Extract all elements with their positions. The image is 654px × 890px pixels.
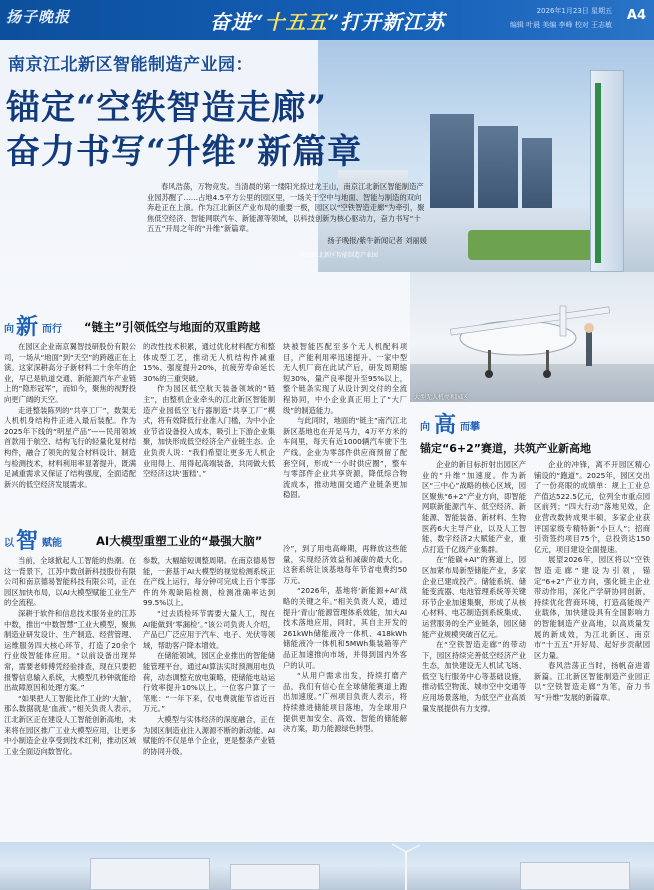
paragraph: 企业的冲锋，离不开园区精心铺设的“跑道”。2025年，园区交出了一份亮眼的成绩单：规上工业总产值达522.5亿元，位列全市重点园区前列；“四大行动”落地见效，企业营改数转成果丰硕，多家企业获评国家级专精特新“小巨人”；招商引资签约项目75个，总投资达150亿元，项目建设全面提速。: [534, 460, 650, 554]
paragraph: “如果把人工智能比作工业的‘大脑’，那么数据就是‘血液’。”相关负责人表示，江北新区正在建设人工智能创新高地，未来将在园区推广工业大模型应用，让更多中小制造企业享受到技术红利，推动区域工业全面迈向数智化。: [4, 693, 136, 756]
drone-photo: [410, 272, 654, 402]
issue-date: 2026年1月23日 星期五: [536, 7, 612, 15]
paragraph: 作为园区低空航天装备领域的“链主”，由整机企业牵头的江北新区智能制造产业园低空飞行器制造“共享工厂”模式，将有效降低行业准入门槛，为中小企业节省设备投入成本，吸引上下游企业集聚，加快形成低空经济全产业链生态。企业负责人说：“我们希望让更多无人机企业用得上、用得起高端装备，共同做大低空经济这块‘蛋糕’。”: [143, 384, 275, 479]
drone-illustration: [410, 272, 654, 402]
section1-column3: [283, 342, 407, 518]
headline-line2: 奋力书写“升维”新篇章: [6, 132, 363, 172]
paragraph: “过去质检环节需要大量人工，现在AI能做到‘零漏检’。”该公司负责人介绍，产品已广泛应用于汽车、电子、光伏等领域，帮助客户降本增效。: [143, 608, 275, 650]
paragraph: 与此同时，地面的“链主”南汽江北新区基地也在开足马力，4万平方米的车间里，每天有近1000辆汽车驶下生产线。企业为零部件供应商预留了配套空间，形成“一小时供应圈”，整车与零部件企业共享资源，降低综合物流成本，推动地面交通产业链条更加稳固。: [283, 416, 407, 500]
section3-suffix: 而攀: [460, 422, 480, 433]
section1-column1: [4, 342, 136, 518]
paragraph: 块被智能匹配至多个无人机配料项目，产能利用率迅速提升。一家中型无人机厂商在此试产后，研发周期缩短30%，量产良率提升至95%以上，整个链条实现了从设计到交付的全流程协同，中小企业真正用上了“大厂级”的制造能力。: [283, 342, 407, 415]
section3-column1: [422, 460, 526, 840]
paragraph: 在储能领域，园区企业推出的智能储能管理平台，通过AI算法实时预测用电负荷，动态调整充放电策略，使储能电站运行效率提升10%以上。一位客户算了一笔账：“一年下来，仅电费就能节省近百万元。”: [143, 651, 275, 714]
byline: 扬子晚报/紫牛新闻记者 刘丽媛: [327, 235, 427, 245]
section2-suffix: 赋能: [42, 538, 62, 549]
section2-column2: [143, 556, 275, 840]
section-slogan: [210, 6, 445, 35]
paragraph: 春风浩荡正当时，扬帆奋进谱新篇。江北新区智能制造产业园正以“空铁智造走廊”为笔，奋力书写“升维”发展的新篇章。: [534, 661, 650, 703]
paragraph: 当前，全球掀起人工智能的热潮。在这一背景下，江苏中数创新科技股份有限公司和南京德易智能科技有限公司，正在园区加快布局，以AI大模型赋能工业生产的全流程。: [4, 556, 136, 608]
paragraph: 在“空铁智造走廊”的带动下，园区持续完善低空经济产业生态，加快建设无人机试飞场、低空飞行服务中心等基础设施，推动低空物流、城市空中交通等应用场景落地，为低空产业高质量发展提供有力支撑。: [422, 640, 526, 713]
section1-header: [0, 314, 410, 340]
paragraph: 深耕于软件和信息技术服务业的江苏中数，推出“中数智慧”工业大模型，聚焦制造业研发设计、生产制造、经营管理、运维服务四大核心环节，打造了20余个行业级智能体应用。“以前设备出现异常，需要老师傅凭经验排查，现在只要把报警信息输入系统，大模型几秒钟就能给出故障原因和处理方案。”: [4, 608, 136, 693]
paragraph: 的改性技术积累，通过优化材料配方和整体成型工艺，推动无人机结构件减重15%、强度提升20%，抗疲劳寿命延长30%的三重突破。: [143, 342, 275, 383]
landmark-tower: [590, 70, 624, 272]
section2-column1: [4, 556, 136, 840]
paragraph: 企业的新目标折射出园区产业的“升维”加速度。作为新区“三中心”战略的核心区域，园区聚焦“6+2”产业方向，即智能网联新能源汽车、低空经济、新能源、智能装备、新材料、生物医药6大主导产业，以及人工智能、数字经济2大赋能产业，重点打造千亿级产业集群。: [422, 460, 526, 554]
section3-column2: [534, 460, 650, 840]
section1-title: “链主”引领低空与地面的双重跨越: [84, 320, 261, 334]
newspaper-brand: 扬子晚报: [6, 8, 71, 26]
tower-stripe: [595, 83, 601, 263]
wind-turbine: [0, 842, 654, 890]
section2-title: AI大模型重塑工业的“最强大脑”: [96, 534, 263, 548]
intro-paragraph: [147, 182, 427, 246]
building-shape: [430, 114, 474, 208]
paragraph: 在园区企业南京翼智技研股份有限公司，一场从“地面”到“天空”的跨越正在上演。这家深耕高分子新材料二十余年的企业，早已是轨道交通、新能源汽车产业链上的“隐形冠军”，而如今，聚焦的视野投向更广阔的天空。: [4, 342, 136, 404]
section2-column3: [283, 544, 407, 840]
paragraph: 走进整装陈列的“共享工厂”，数架无人机机身结构件正进入最后装配。作为2025年下线的“明星产品”——民用领域首款用于航空、结构飞行的轻量化复材结构件，融合了领先的复合材料设计、制造与检测技术，材料利用率显著提升，既满足减重需求又保证了结构强度，全面适配新兴的低空经济发展需求。: [4, 405, 136, 489]
lawn-shape: [468, 230, 608, 260]
paragraph: “从用户需求出发，持续打磨产品，我们有信心在全球储能赛道上跑出加速度。”广州项目负责人表示，将持续推进储能项目落地，为全球用户提供更加安全、高效、智能的储能解决方案，助力能源绿色转型。: [283, 671, 407, 734]
bottom-photo: [0, 842, 654, 890]
building-shape: [522, 138, 552, 208]
slogan-after: ”打开新江苏: [327, 10, 446, 34]
headline-kicker: 南京江北新区智能制造产业园：: [8, 55, 253, 75]
page-number: A4: [626, 8, 646, 23]
section3-keyword: 高: [434, 412, 457, 438]
headline-line1: 锚定“空铁智造走廊”: [6, 88, 328, 128]
slogan-highlight: 十五五: [264, 10, 328, 34]
building-shape: [478, 126, 518, 208]
paragraph: 展望2026年，园区将以“空铁智造走廊”建设为引领，锚定“6+2”产业方向，强化链主企业带动作用，深化产学研协同创新，持续优化营商环境，打造高能级产业载体，加快建设具有全国影响力的智能制造产业高地，以高质量发展的新成效，为江北新区、南京市“十五五”开好局、起好步贡献园区力量。: [534, 555, 650, 660]
drone-caption: 大型无人机亮相园区: [414, 394, 469, 401]
section3-prefix: 向: [420, 422, 430, 433]
intro-text: 春风浩荡，万物竞发。当清晨的第一缕阳光掠过龙王山，南京江北新区智能制造产业园苏醒了……占地4.5平方公里的园区里，一场关于空中与地面、智能与制造的双向奔赴正在上演。作为江北新区产业布局的重要一极，园区以“空铁智造走廊”为牵引，聚焦低空经济、智能网联汽车、新能源等领域，以科技创新为核心驱动力，奋力书写“十五五”开局之年的“升维”新篇章。: [147, 182, 425, 233]
paragraph: 大模型与实体经济的深度融合，正在为园区制造业注入源源不断的新动能。AI赋能的不仅是单个企业，更是整条产业链的协同升级。: [143, 714, 275, 756]
paragraph: 在“能碳+AI”的赛道上，园区加紧布局新型储能产业，多家企业已建成投产。储能系统、储能变流器、电池管理系统等关键环节企业加速集聚，形成了从核心材料、电芯制造到系统集成、运营服务的全产业链条，园区储能产业规模突破百亿元。: [422, 555, 526, 639]
hero-caption: 南京江北新区智能制造产业园: [300, 252, 379, 259]
section1-column2: [143, 342, 275, 518]
section3-header: [412, 412, 654, 438]
section1-suffix: 而行: [42, 324, 62, 335]
masthead: [0, 0, 654, 40]
editor-credits: 编辑 叶晨 美编 李峰 校对 王志敏: [509, 21, 612, 29]
section1-keyword: 新: [16, 314, 39, 340]
paragraph: 冷”，到了用电高峰期，再释放这些能量，实现经济效益和减碳的最大化。这套系统让该基地每年节省电费约50万元。: [283, 544, 407, 585]
section2-prefix: 以: [4, 538, 14, 549]
slogan-before: 奋进“: [210, 10, 265, 34]
section3-title: 锚定“6+2”赛道，共筑产业新高地: [420, 442, 591, 455]
section2-keyword: 智: [16, 528, 39, 554]
paragraph: “2026年，基地将‘新能源+AI’战略的关键之年。”相关负责人说，通过提升‘青山’能源管理体系效能，加大AI技术落地应用，同时，其自主开发的261kWh储能液冷一体机、418kWh储能液冷一体机和5MWh集装箱等产品正加速推向市场，并得到国内外客户的认可。: [283, 586, 407, 670]
paragraph: 参数，大幅缩短调整周期。在南京德易智能，一套基于AI大模型的视觉检测系统正在产线上运行，每分钟可完成上百个零部件的外观缺陷检测，检测准确率达到99.5%以上。: [143, 556, 275, 608]
section1-prefix: 向: [4, 324, 14, 335]
